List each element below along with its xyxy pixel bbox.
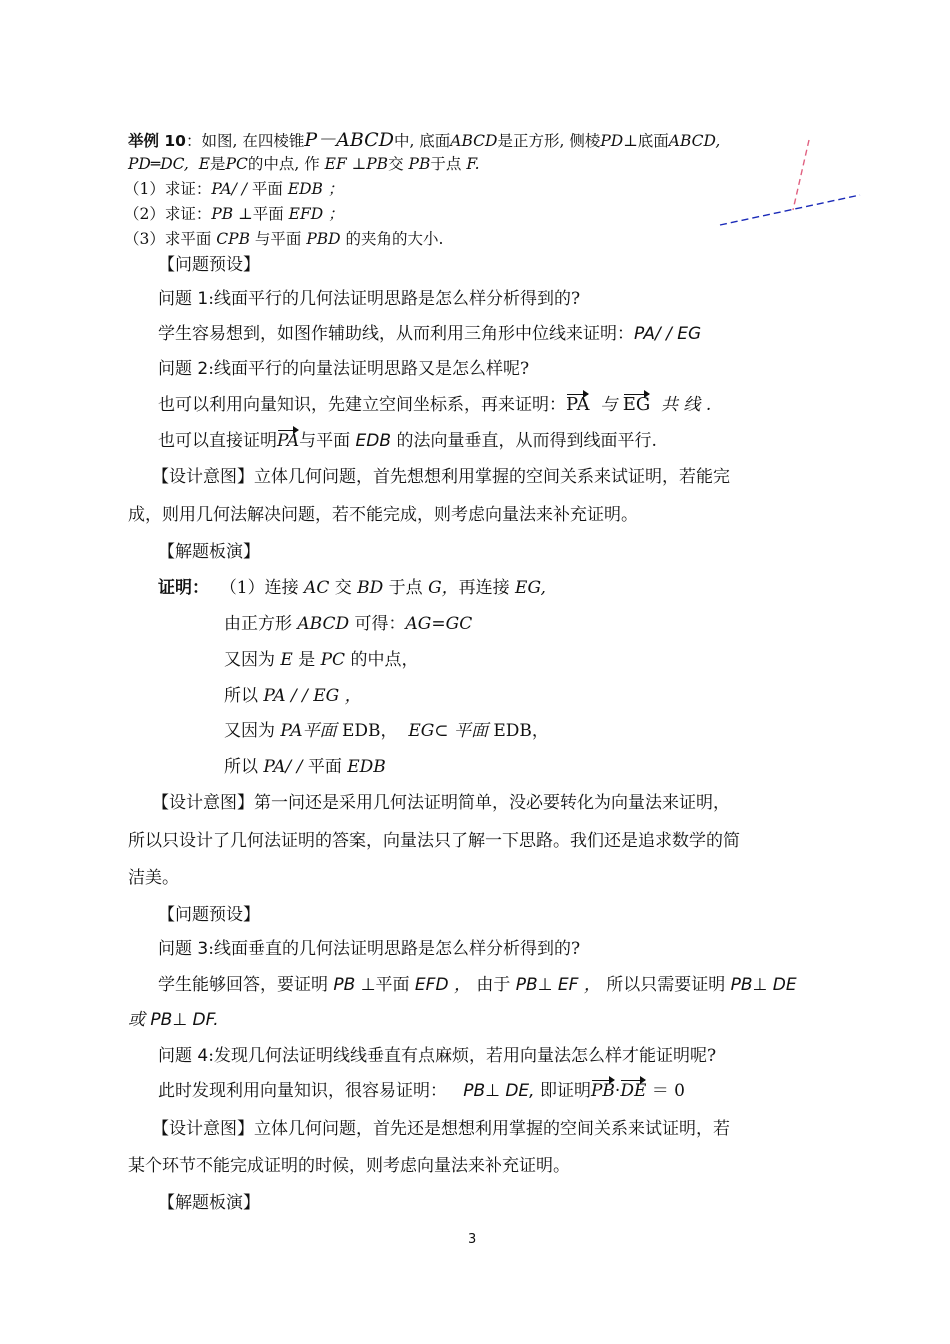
vector-pa-2: PA <box>277 431 300 451</box>
answer-4: 此时发现利用向量知识，很容易证明： PB⊥ DE, 即证明PB·DE ＝ 0 <box>158 1081 685 1101</box>
design-intent-3-cont: 某个环节不能完成证明的时候，则考虑向量法来补充证明。 <box>128 1156 570 1176</box>
design-intent-2-cont-1: 所以只设计了几何法证明的答案，向量法只了解一下思路。我们还是追求数学的简 <box>128 831 740 851</box>
vector-method-line-2: 也可以直接证明PA与平面 EDB 的法向量垂直，从而得到线面平行. <box>158 431 657 451</box>
problem-3: 问题 3:线面垂直的几何法证明思路是怎么样分析得到的? <box>158 939 581 959</box>
proof-step-5: 又因为 PA平面 EDB， EG⊂ 平面 EDB， <box>224 721 549 741</box>
example-question-1: （1）求证：PA/ / 平面 EDB ； <box>124 180 344 198</box>
vector-eg: EG <box>622 394 651 415</box>
page-number: 3 <box>468 1232 477 1247</box>
vector-pb: PB <box>590 1081 615 1101</box>
vector-de: DE <box>620 1081 647 1101</box>
design-intent-1-cont: 成，则用几何法解决问题，若不能完成，则考虑向量法来补充证明。 <box>128 505 638 525</box>
section-heading-solution-1: 【解题板演】 <box>158 542 260 562</box>
section-heading-preset-1: 【问题预设】 <box>158 255 260 275</box>
design-intent-2: 【设计意图】第一问还是采用几何法证明简单，没必要转化为向量法来证明， <box>152 793 730 813</box>
section-heading-solution-2: 【解题板演】 <box>158 1193 260 1213</box>
proof-step-4: 所以 PA / / EG ， <box>224 686 362 706</box>
dashed-edge-blue <box>720 195 860 225</box>
vector-method-line-1: 也可以利用向量知识，先建立空间坐标系，再来证明：PA 与 EG 共 线 . <box>158 394 712 415</box>
dashed-edge-red <box>793 140 809 210</box>
problem-2: 问题 2:线面平行的向量法证明思路又是怎么样呢? <box>158 359 530 379</box>
proof-step-6: 所以 PA/ / 平面 EDB <box>224 757 386 777</box>
answer-3: 学生能够回答，要证明 PB ⊥平面 EFD ， 由于 PB⊥ EF ， 所以只需要证明 PB⊥ DE <box>158 975 797 995</box>
example-question-2: （2）求证：PB ⊥平面 EFD ； <box>124 205 344 223</box>
answer-1: 学生容易想到，如图作辅助线，从而利用三角形中位线来证明：PA/ / EG <box>158 324 702 344</box>
example-title: 举例 10 <box>128 132 186 150</box>
proof-step-2: 由正方形 ABCD 可得：AG=GC <box>224 614 473 634</box>
example-question-3: （3）求平面 CPB 与平面 PBD 的夹角的大小. <box>124 230 444 248</box>
design-intent-1: 【设计意图】立体几何问题，首先想想利用掌握的空间关系来试证明，若能完 <box>152 467 730 487</box>
proof-step-3: 又因为 E 是 PC 的中点， <box>224 650 419 670</box>
vector-pa: PA <box>566 394 590 415</box>
problem-1: 问题 1:线面平行的几何法证明思路是怎么样分析得到的? <box>158 289 581 309</box>
pyramid-figure-fragment <box>715 130 875 240</box>
design-intent-3: 【设计意图】立体几何问题，首先还是想想利用掌握的空间关系来试证明，若 <box>152 1119 730 1139</box>
design-intent-2-cont-2: 洁美。 <box>128 868 179 888</box>
pyramid-name: P－ABCD <box>304 129 394 151</box>
answer-3-cont: 或 PB⊥ DF. <box>128 1010 219 1030</box>
problem-4: 问题 4:发现几何法证明线线垂直有点麻烦，若用向量法怎么样才能证明呢? <box>158 1046 717 1066</box>
section-heading-preset-2: 【问题预设】 <box>158 905 260 925</box>
proof-step-1: 证明： （1）连接 AC 交 BD 于点 G，再连接 EG, <box>158 578 546 598</box>
proof-label: 证明： <box>158 578 209 598</box>
example-line-2: PD═DC, E是PC的中点, 作 EF ⊥PB交 PB于点 F. <box>128 155 480 173</box>
example-line-1: 举例 10：如图, 在四棱锥P－ABCD中, 底面ABCD是正方形, 侧棱PD⊥底面ABCD, <box>128 129 721 151</box>
